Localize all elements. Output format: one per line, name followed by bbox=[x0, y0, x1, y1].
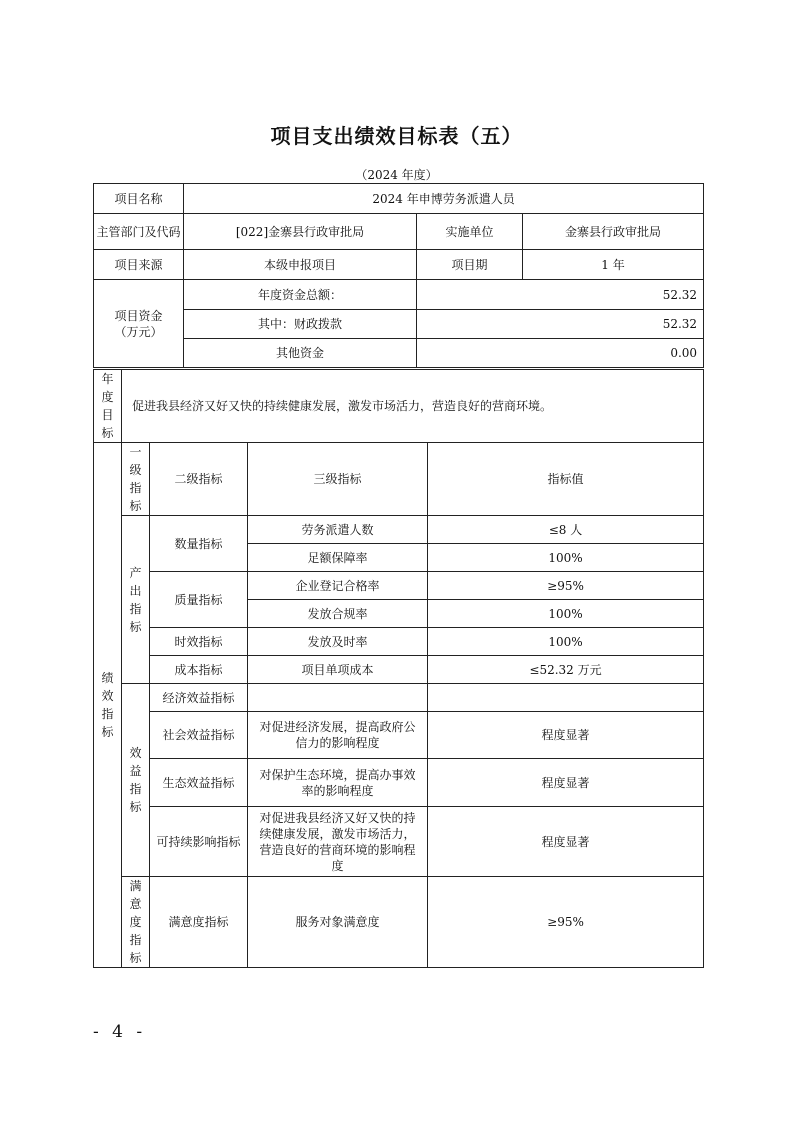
header-level3: 三级指标 bbox=[248, 443, 428, 516]
impl-label: 实施单位 bbox=[417, 214, 523, 250]
social-label: 社会效益指标 bbox=[150, 712, 248, 759]
sustain-value: 程度显著 bbox=[428, 807, 704, 877]
period-value: 1 年 bbox=[523, 250, 704, 280]
source-value: 本级申报项目 bbox=[184, 250, 417, 280]
eco-value: 程度显著 bbox=[428, 759, 704, 807]
dept-label: 主管部门及代码 bbox=[94, 214, 184, 250]
impl-value: 金寨县行政审批局 bbox=[523, 214, 704, 250]
project-info-table bbox=[93, 183, 704, 368]
fiscal-year: （2024 年度） bbox=[355, 168, 438, 182]
satisfaction-value: ≥95% bbox=[428, 877, 704, 968]
benefit-label bbox=[122, 684, 150, 877]
dept-value: [022]金寨县行政审批局 bbox=[184, 214, 417, 250]
page-title: 项目支出绩效目标表（五） bbox=[270, 124, 523, 148]
output-label-text: 产出指标 bbox=[129, 565, 142, 634]
time-label: 时效指标 bbox=[150, 628, 248, 656]
ql2-name: 发放合规率 bbox=[248, 600, 428, 628]
output-label bbox=[122, 516, 150, 684]
c1-value: ≤52.32 万元 bbox=[428, 656, 704, 684]
c1-name: 项目单项成本 bbox=[248, 656, 428, 684]
t1-value: 100% bbox=[428, 628, 704, 656]
q2-value: 100% bbox=[428, 544, 704, 572]
satisfaction-sub-label: 满意度指标 bbox=[150, 877, 248, 968]
benefit-label-text: 效益指标 bbox=[129, 746, 142, 814]
funds-label bbox=[94, 280, 184, 368]
satisfaction-label bbox=[122, 877, 150, 968]
source-label: 项目来源 bbox=[94, 250, 184, 280]
ql1-name: 企业登记合格率 bbox=[248, 572, 428, 600]
eco-label: 生态效益指标 bbox=[150, 759, 248, 807]
t1-name: 发放及时率 bbox=[248, 628, 428, 656]
social-value: 程度显著 bbox=[428, 712, 704, 759]
goal-label-text: 年度目标 bbox=[101, 372, 114, 440]
indicators-table bbox=[93, 369, 704, 968]
q1-value: ≤8 人 bbox=[428, 516, 704, 544]
social-name: 对促进经济发展，提高政府公信力的影响程度 bbox=[248, 712, 428, 759]
header-level1 bbox=[122, 443, 150, 516]
funds-label-text: 项目资金（万元） bbox=[114, 308, 163, 339]
other-funds-value: 0.00 bbox=[417, 339, 704, 368]
economic-name bbox=[248, 684, 428, 712]
q2-name: 足额保障率 bbox=[248, 544, 428, 572]
total-funds-label: 年度资金总额： bbox=[184, 280, 417, 310]
sustain-name: 对促进我县经济又好又快的持续健康发展，激发市场活力，营造良好的营商环境的影响程度 bbox=[248, 807, 428, 877]
quantity-label: 数量指标 bbox=[150, 516, 248, 572]
project-name-label: 项目名称 bbox=[94, 184, 184, 214]
indicators-section-label-text: 绩效指标 bbox=[101, 671, 114, 739]
fiscal-funds-label: 其中：财政拨款 bbox=[184, 310, 417, 339]
economic-value bbox=[428, 684, 704, 712]
satisfaction-label-text: 满意度指标 bbox=[129, 879, 142, 965]
goal-text: 促进我县经济又好又快的持续健康发展，激发市场活力，营造良好的营商环境。 bbox=[122, 370, 704, 443]
quality-label: 质量指标 bbox=[150, 572, 248, 628]
header-value: 指标值 bbox=[428, 443, 704, 516]
cost-label: 成本指标 bbox=[150, 656, 248, 684]
ql2-value: 100% bbox=[428, 600, 704, 628]
eco-name: 对保护生态环境，提高办事效率的影响程度 bbox=[248, 759, 428, 807]
economic-label: 经济效益指标 bbox=[150, 684, 248, 712]
satisfaction-name: 服务对象满意度 bbox=[248, 877, 428, 968]
other-funds-label: 其他资金 bbox=[184, 339, 417, 368]
page-number: - 4 - bbox=[93, 1022, 147, 1042]
q1-name: 劳务派遣人数 bbox=[248, 516, 428, 544]
sustain-label: 可持续影响指标 bbox=[150, 807, 248, 877]
goal-label bbox=[94, 370, 122, 443]
period-label: 项目期 bbox=[417, 250, 523, 280]
ql1-value: ≥95% bbox=[428, 572, 704, 600]
total-funds-value: 52.32 bbox=[417, 280, 704, 310]
header-level2: 二级指标 bbox=[150, 443, 248, 516]
project-name-value: 2024 年申博劳务派遣人员 bbox=[184, 184, 704, 214]
header-level1-text: 一级指标 bbox=[129, 445, 142, 513]
fiscal-funds-value: 52.32 bbox=[417, 310, 704, 339]
indicators-section-label bbox=[94, 443, 122, 968]
